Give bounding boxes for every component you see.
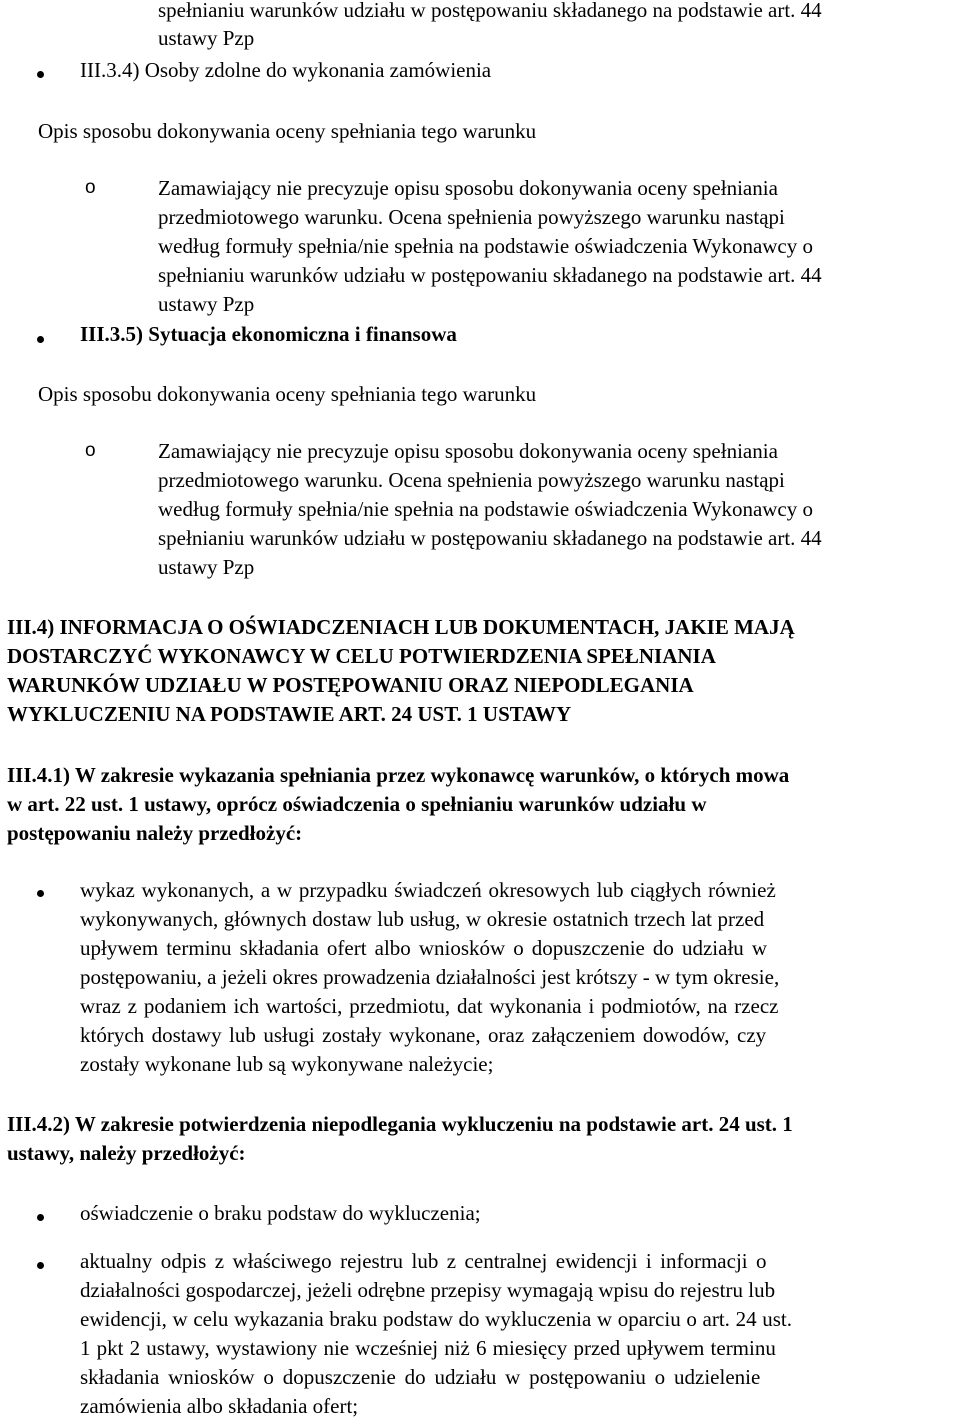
section-3-4-line: przedmiotowego warunku. Ocena spełnienia powyższego warunku nastąpi: [158, 205, 785, 229]
section-3-5-title: III.3.5) Sytuacja ekonomiczna i finansowa: [80, 322, 457, 346]
section-4-1-bullet-line: upływem terminu składania ofert albo wniosków o dopuszczenie do udziału w: [80, 936, 767, 960]
section-3-5-line: przedmiotowego warunku. Ocena spełnienia powyższego warunku nastąpi: [158, 468, 785, 492]
sub-bullet-marker: o: [85, 440, 96, 461]
section-3-4-method-label: Opis sposobu dokonywania oceny spełniania tego warunku: [38, 119, 537, 143]
bullet-marker: [37, 1214, 44, 1221]
section-4-1-heading-line: III.4.1) W zakresie wykazania spełniania przez wykonawcę warunków, o których mowa: [7, 763, 790, 787]
section-4-1-bullet-line: wykonywanych, głównych dostaw lub usług, w okresie ostatnich trzech lat przed: [80, 907, 765, 931]
section-4-2-bullet-2-line: ewidencji, w celu wykazania braku podstaw do wykluczenia w oparciu o art. 24 ust.: [80, 1307, 792, 1331]
section-4-2-bullet-1: oświadczenie o braku podstaw do wykluczenia;: [80, 1201, 481, 1225]
section-4-2-heading-line: III.4.2) W zakresie potwierdzenia niepodlegania wykluczeniu na podstawie art. 24 ust. 1: [7, 1112, 793, 1136]
section-3-5-line: według formuły spełnia/nie spełnia na podstawie oświadczenia Wykonawcy o: [158, 497, 813, 521]
section-4-heading-line: III.4) INFORMACJA O OŚWIADCZENIACH LUB DOKUMENTACH, JAKIE MAJĄ: [7, 615, 795, 639]
section-4-2-bullet-2-line: aktualny odpis z właściwego rejestru lub z centralnej ewidencji i informacji o: [80, 1249, 767, 1273]
section-4-1-bullet-line: postępowaniu, a jeżeli okres prowadzenia działalności jest krótszy - w tym okresie,: [80, 965, 780, 989]
section-3-4-line: według formuły spełnia/nie spełnia na podstawie oświadczenia Wykonawcy o: [158, 234, 813, 258]
bullet-marker: [37, 890, 44, 897]
section-4-1-heading-line: w art. 22 ust. 1 ustawy, oprócz oświadczenia o spełnianiu warunków udziału w: [7, 792, 707, 816]
section-4-2-bullet-2-line: 1 pkt 2 ustawy, wystawiony nie wcześniej niż 6 miesięcy przed upływem terminu: [80, 1336, 776, 1360]
section-4-2-bullet-2-line: zamówienia albo składania ofert;: [80, 1394, 359, 1418]
section-3-5-line: spełnianiu warunków udziału w postępowaniu składanego na podstawie art. 44: [158, 526, 822, 550]
section-4-2-heading-line: ustawy, należy przedłożyć:: [7, 1141, 246, 1165]
section-4-1-bullet-line: wraz z podaniem ich wartości, przedmiotu, dat wykonania i podmiotów, na rzecz: [80, 994, 779, 1018]
section-4-heading-line: DOSTARCZYĆ WYKONAWCY W CELU POTWIERDZENIA SPEŁNIANIA: [7, 644, 716, 668]
bullet-marker: [37, 336, 44, 343]
section-4-2-bullet-2-line: działalności gospodarczej, jeżeli odrębne przepisy wymagają wpisu do rejestru lub: [80, 1278, 776, 1302]
section-3-5-method-label: Opis sposobu dokonywania oceny spełniania tego warunku: [38, 382, 537, 406]
section-3-4-line: spełnianiu warunków udziału w postępowaniu składanego na podstawie art. 44: [158, 263, 822, 287]
section-4-2-bullet-2-line: składania wniosków o dopuszczenie do udziału w postępowaniu o udzielenie: [80, 1365, 761, 1389]
section-3-5-line: Zamawiający nie precyzuje opisu sposobu dokonywania oceny spełniania: [158, 439, 778, 463]
continuation-line: spełnianiu warunków udziału w postępowaniu składanego na podstawie art. 44: [158, 0, 822, 22]
section-4-heading-line: WARUNKÓW UDZIAŁU W POSTĘPOWANIU ORAZ NIEPODLEGANIA: [7, 673, 694, 697]
section-4-1-bullet-line: wykaz wykonanych, a w przypadku świadczeń okresowych lub ciągłych również: [80, 878, 776, 902]
section-4-heading-line: WYKLUCZENIU NA PODSTAWIE ART. 24 UST. 1 USTAWY: [7, 702, 572, 726]
bullet-marker: [37, 1262, 44, 1269]
section-4-1-bullet-line: których dostawy lub usługi zostały wykonane, oraz załączeniem dowodów, czy: [80, 1023, 767, 1047]
section-3-4-line: Zamawiający nie precyzuje opisu sposobu dokonywania oceny spełniania: [158, 176, 778, 200]
section-3-4-title: III.3.4) Osoby zdolne do wykonania zamówienia: [80, 58, 492, 82]
bullet-marker: [37, 71, 44, 78]
section-4-1-bullet-line: zostały wykonane lub są wykonywane należycie;: [80, 1052, 494, 1076]
sub-bullet-marker: o: [85, 177, 96, 198]
section-3-5-line: ustawy Pzp: [158, 555, 255, 579]
section-4-1-heading-line: postępowaniu należy przedłożyć:: [7, 821, 303, 845]
section-3-4-line: ustawy Pzp: [158, 292, 255, 316]
continuation-line: ustawy Pzp: [158, 26, 255, 50]
